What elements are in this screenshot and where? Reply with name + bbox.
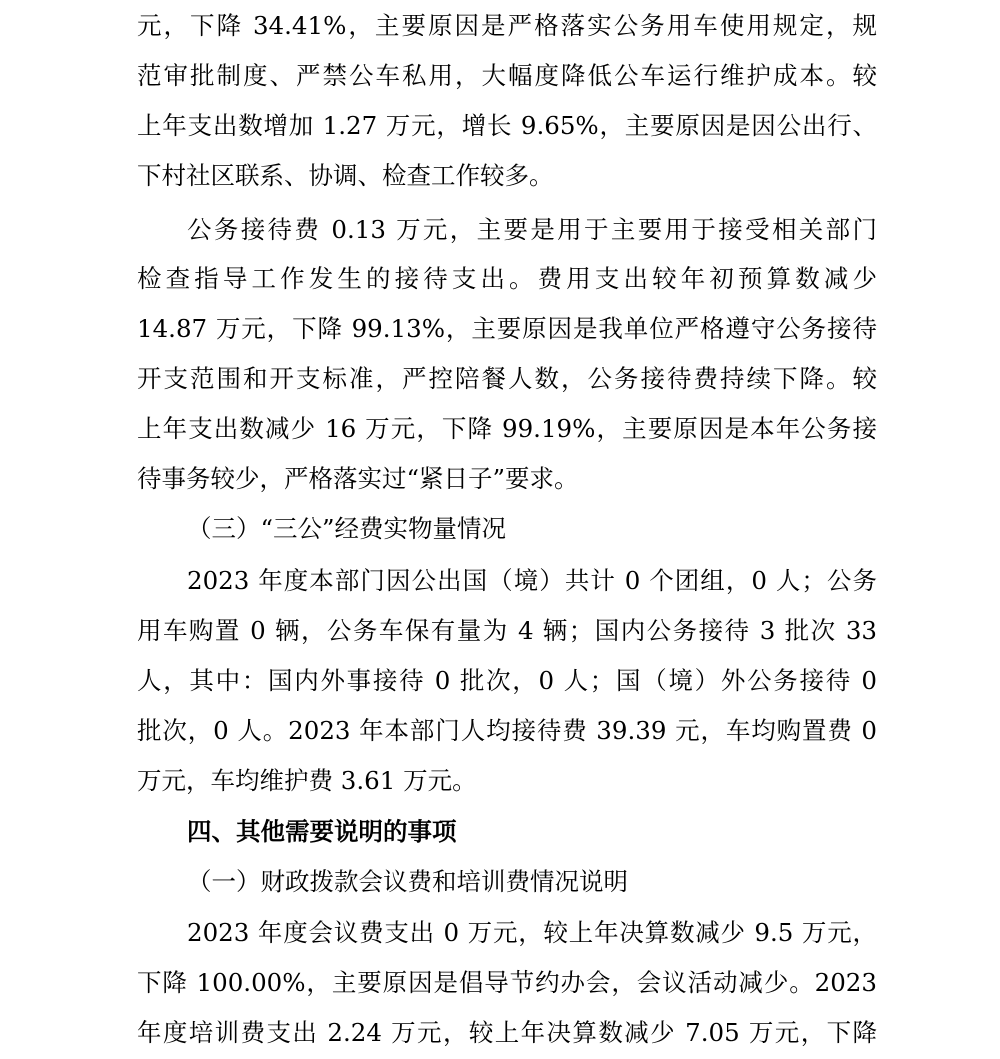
paragraph-line: 2023 年度本部门因公出国（境）共计 0 个团组，0 人；公务: [187, 566, 877, 595]
paragraph-line: 14.87 万元，下降 99.13%，主要原因是我单位严格遵守公务接待: [137, 314, 877, 343]
paragraph-line: 2023 年度会议费支出 0 万元，较上年决算数减少 9.5 万元，: [187, 918, 877, 947]
section-heading: （三）“三公”经费实物量情况: [187, 514, 507, 543]
paragraph-line: 上年支出数减少 16 万元，下降 99.19%，主要原因是本年公务接: [137, 414, 877, 443]
paragraph-line: 开支范围和开支标准，严控陪餐人数，公务接待费持续下降。较: [137, 364, 877, 393]
paragraph-line: 用车购置 0 辆，公务车保有量为 4 辆；国内公务接待 3 批次 33: [137, 616, 877, 645]
section-heading: （一）财政拨款会议费和培训费情况说明: [187, 867, 628, 896]
paragraph-line: 下村社区联系、协调、检查工作较多。: [137, 161, 554, 190]
paragraph-line: 批次，0 人。2023 年本部门人均接待费 39.39 元，车均购置费 0: [137, 716, 877, 745]
paragraph-line: 范审批制度、严禁公车私用，大幅度降低公车运行维护成本。较: [137, 61, 877, 90]
paragraph-line: 公务接待费 0.13 万元，主要是用于主要用于接受相关部门: [187, 215, 877, 244]
paragraph-line: 下降 100.00%，主要原因是倡导节约办会，会议活动减少。2023: [137, 968, 877, 997]
paragraph-line: 人，其中：国内外事接待 0 批次，0 人；国（境）外公务接待 0: [137, 666, 877, 695]
paragraph-line: 万元，车均维护费 3.61 万元。: [137, 766, 477, 795]
paragraph-line: 待事务较少，严格落实过“紧日子”要求。: [137, 464, 579, 493]
paragraph-line: 检查指导工作发生的接待支出。费用支出较年初预算数减少: [137, 264, 877, 293]
chapter-heading: 四、其他需要说明的事项: [187, 817, 457, 846]
paragraph-line: 元，下降 34.41%，主要原因是严格落实公务用车使用规定，规: [137, 11, 877, 40]
paragraph-line: 年度培训费支出 2.24 万元，较上年决算数减少 7.05 万元，下降: [137, 1018, 877, 1047]
paragraph-line: 上年支出数增加 1.27 万元，增长 9.65%，主要原因是因公出行、: [137, 111, 877, 140]
